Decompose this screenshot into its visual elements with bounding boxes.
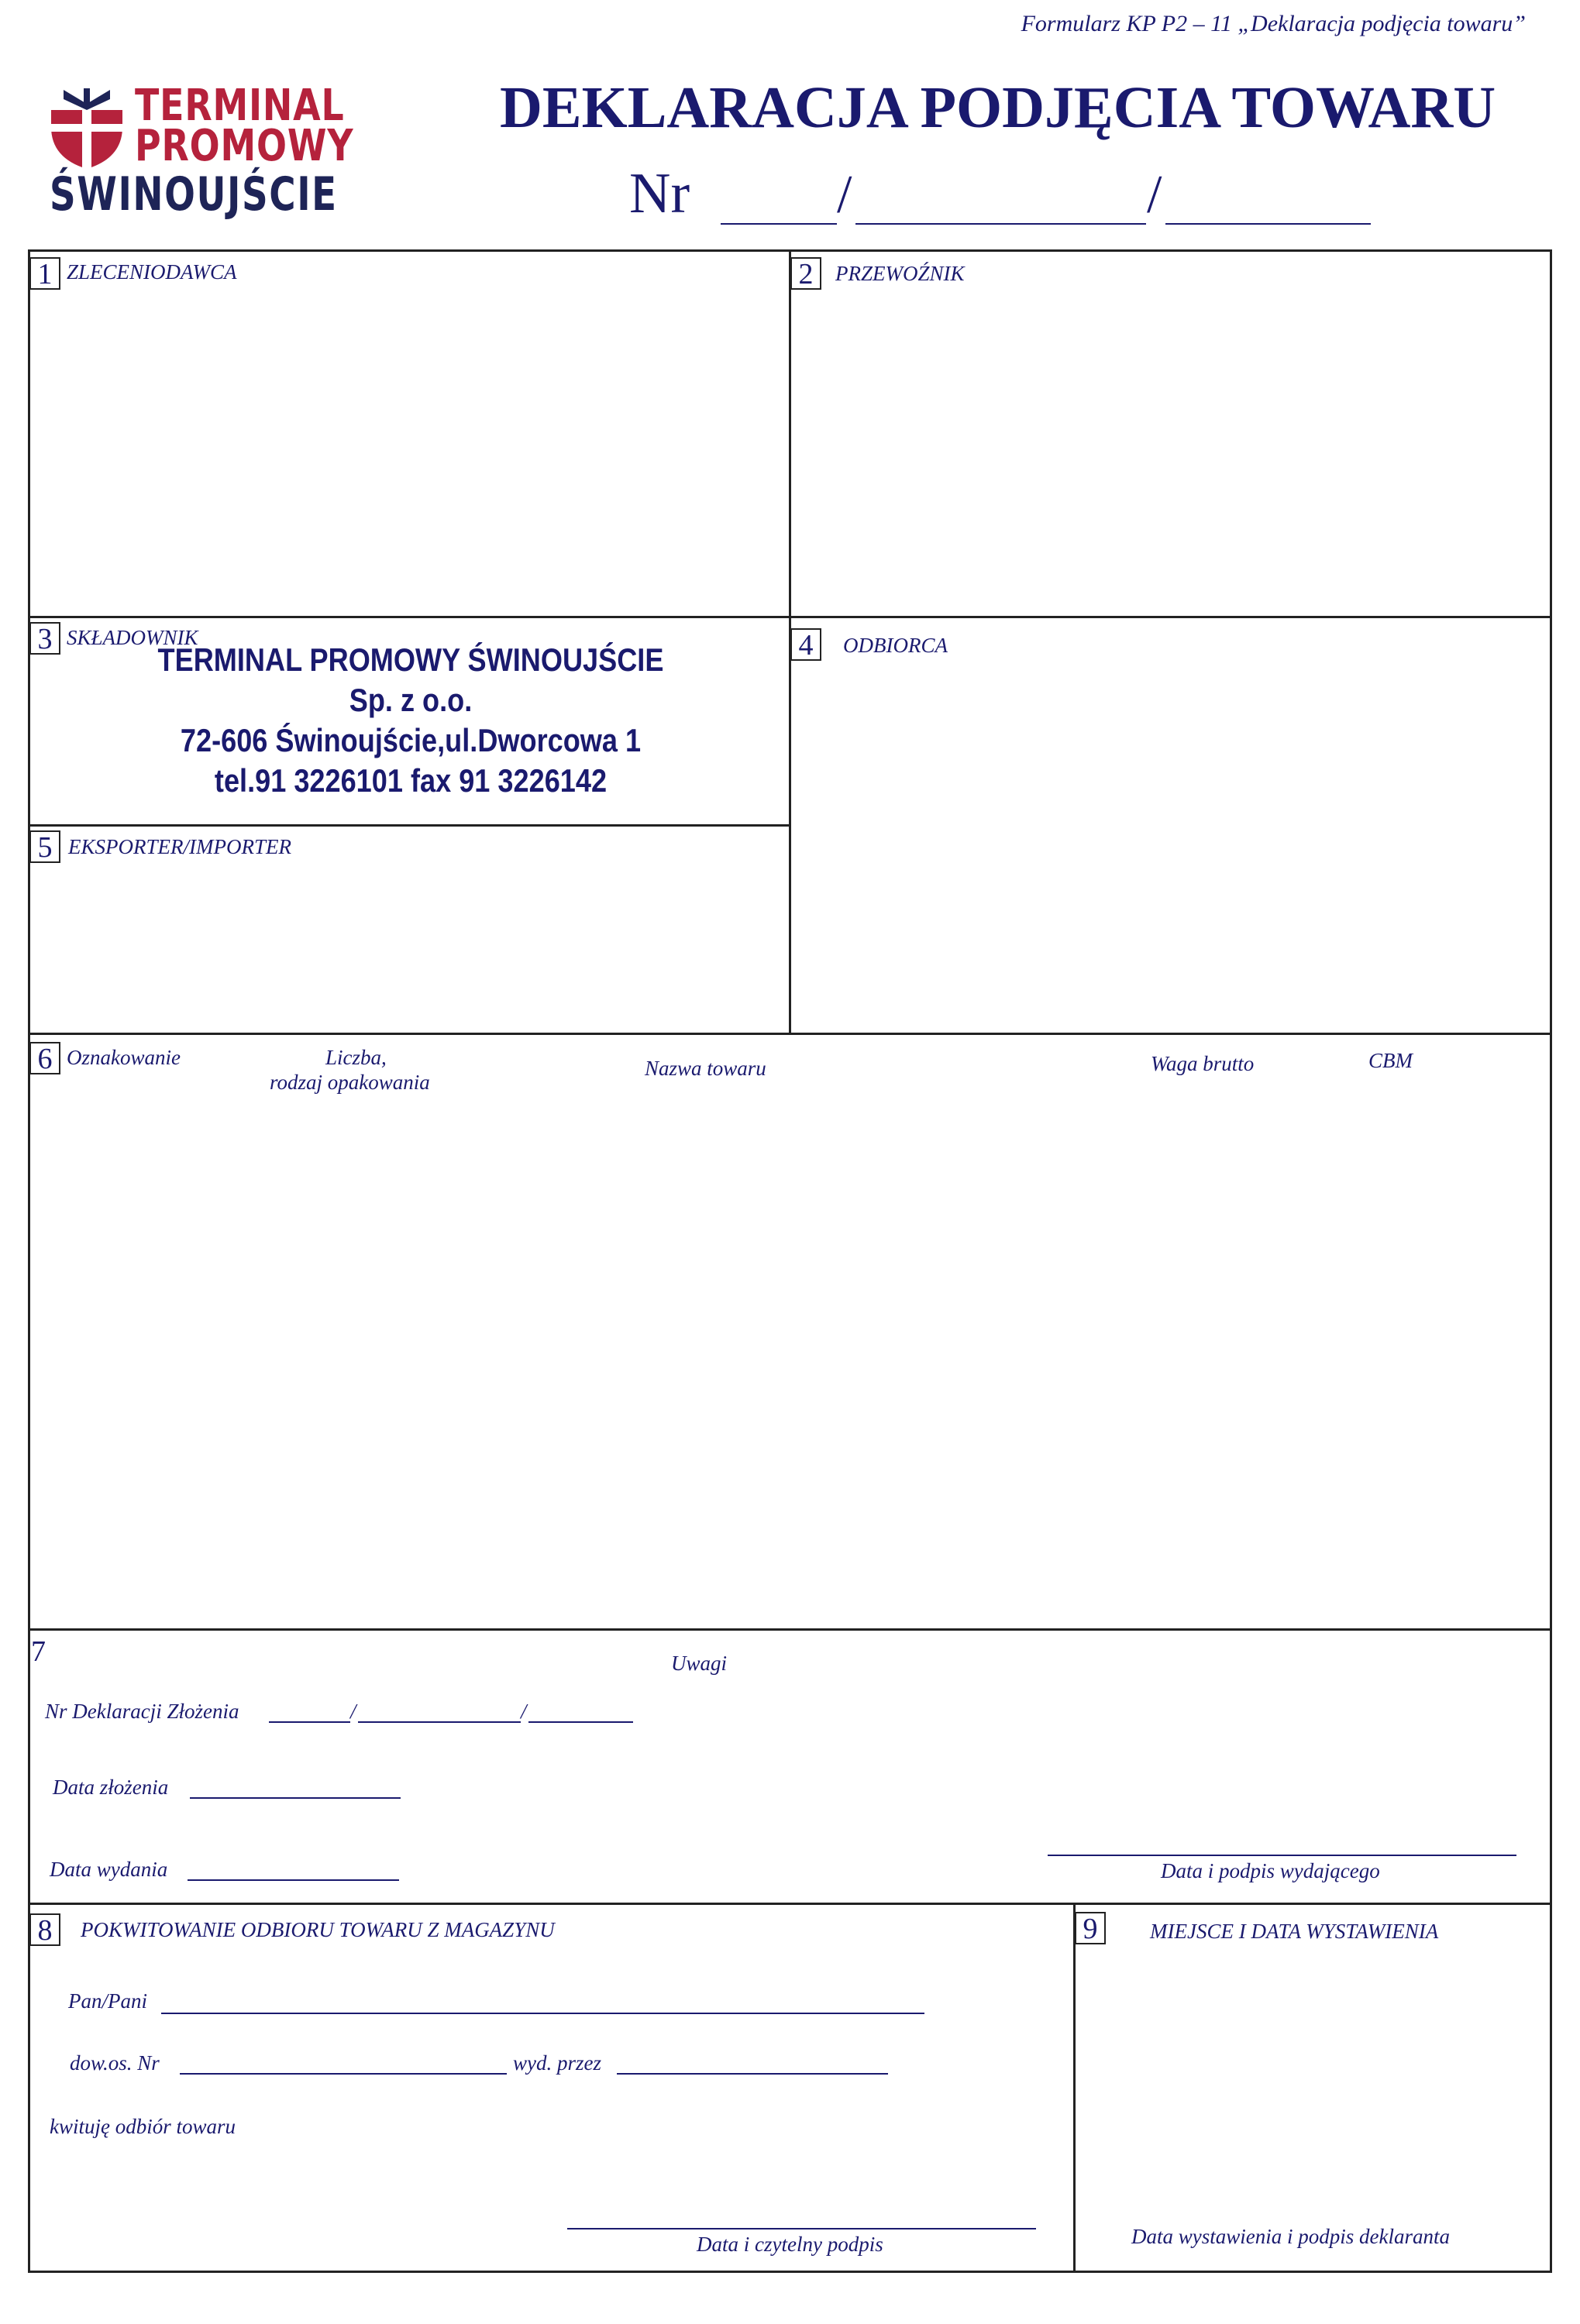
logo-text-terminal: TERMINAL [135,81,345,131]
date-filed-label: Data złożenia [53,1776,169,1799]
id-nr-label: dow.os. Nr [70,2051,160,2075]
section-3-label: SKŁADOWNIK [67,626,198,649]
section-9-number: 9 [1075,1912,1106,1944]
logo-text-promowy: PROMOWY [135,121,354,171]
section-4-box[interactable] [789,616,1552,1035]
section-9-label: MIEJSCE I DATA WYSTAWIENIA [1150,1920,1439,1943]
section-3-number: 3 [29,622,60,655]
pan-pani-label: Pan/Pani [68,1989,147,2013]
decl-nr-label: Nr Deklaracji Złożenia [45,1700,239,1723]
issued-by-field[interactable] [617,2073,888,2075]
section-2-label: PRZEWOŹNIK [835,262,965,285]
section-4-label: ODBIORCA [843,634,948,657]
stamp-phone-fax: tel.91 3226101 fax 91 3226142 [214,762,608,799]
decl-nr-slash-1: / [350,1700,356,1723]
col-marking: Oznakowanie [67,1046,181,1069]
decl-nr-field-1[interactable] [269,1721,350,1723]
decl-nr-field-3[interactable] [528,1721,633,1723]
section-6-number: 6 [29,1042,60,1074]
section-5-number: 5 [29,830,60,863]
stamp-address: 72-606 Świnoujście,ul.Dworcowa 1 [180,722,642,758]
section-1-box[interactable] [28,249,791,618]
col-gross-weight: Waga brutto [1151,1052,1255,1075]
col-goods-name: Nazwa towaru [645,1057,766,1080]
legible-signature-label: Data i czytelny podpis [697,2233,883,2256]
issued-by-label: wyd. przez [513,2051,601,2075]
legible-signature-field[interactable] [567,2228,1036,2229]
pan-pani-field[interactable] [161,2013,924,2014]
declarant-signature-label: Data wystawienia i podpis deklaranta [1131,2225,1450,2248]
section-8-number: 8 [29,1913,60,1946]
nr-field-2[interactable] [855,223,1146,225]
section-7-number: 7 [31,1636,62,1669]
col-cbm: CBM [1368,1049,1413,1072]
issuer-signature-label: Data i podpis wydającego [1161,1859,1380,1882]
section-5-label: EKSPORTER/IMPORTER [68,835,291,858]
date-issue-label: Data wydania [50,1858,168,1881]
stamp-legal-form: Sp. z o.o. [349,682,473,718]
nr-field-3[interactable] [1165,223,1371,225]
id-nr-field[interactable] [180,2073,507,2075]
col-quantity-line1: Liczba, [325,1046,387,1069]
stamp-company: TERMINAL PROMOWY ŚWINOUJŚCIE [157,641,664,678]
section-9-box[interactable] [1073,1903,1552,2273]
ship-emblem-icon [48,87,126,172]
section-7-remarks: Uwagi [671,1652,728,1675]
confirm-receipt-label: kwituję odbiór towaru [50,2115,236,2138]
section-6-box[interactable] [28,1033,1552,1631]
section-2-number: 2 [790,257,821,290]
section-8-box [28,1903,1076,2273]
decl-nr-field-2[interactable] [358,1721,521,1723]
date-filed-field[interactable] [190,1797,401,1799]
page-title: DEKLARACJA PODJĘCIA TOWARU [500,75,1496,140]
section-4-number: 4 [790,628,821,661]
issuer-signature-field[interactable] [1048,1855,1516,1856]
date-issue-field[interactable] [188,1879,399,1881]
nr-sep-1: / [837,165,852,225]
section-1-label: ZLECENIODAWCA [67,260,237,284]
col-quantity-line2: rodzaj opakowania [270,1071,430,1094]
decl-nr-slash-2: / [521,1700,527,1723]
section-8-label: POKWITOWANIE ODBIORU TOWARU Z MAGAZYNU [81,1918,555,1941]
form-identifier: Formularz KP P2 – 11 „Deklaracja podjęcia towaru” [1021,11,1526,36]
section-1-number: 1 [29,257,60,290]
nr-sep-2: / [1147,165,1162,225]
logo-text-swinoujscie: ŚWINOUJŚCIE [50,167,338,222]
nr-label: Nr [629,162,690,225]
company-logo [48,81,354,222]
nr-field-1[interactable] [721,223,837,225]
section-2-box[interactable] [789,249,1552,618]
